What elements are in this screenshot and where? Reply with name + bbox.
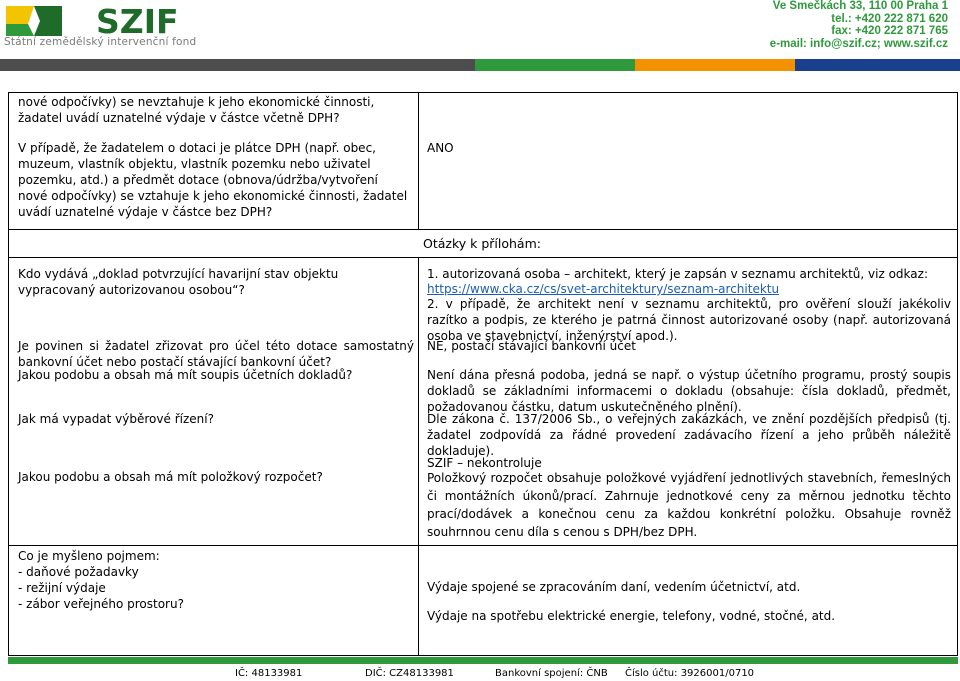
table-divider-questions	[418, 257, 419, 545]
architekti-link[interactable]: https://www.cka.cz/cs/svet-architektury/seznam-architektu	[427, 282, 780, 296]
table-heading-bottom	[8, 257, 958, 258]
answer-szif-nekontroluje: SZIF – nekontroluje	[427, 456, 542, 470]
pojem-rezijni-vydaje: - režijní výdaje	[18, 581, 106, 595]
section-heading: Otázky k přílohám:	[423, 236, 541, 251]
footer-account: Číslo účtu: 3926001/0710	[625, 668, 755, 679]
header-color-bar	[0, 59, 960, 71]
contact-email-web: e-mail: info@szif.cz; www.szif.cz	[769, 37, 948, 50]
answer-rezijni-vydaje: Výdaje na spotřebu elektrické energie, telefony, vodné, stočné, atd.	[427, 609, 836, 623]
contact-phone: tel.: +420 222 871 620	[831, 12, 948, 25]
answer-soupis-dokladu: Není dána přesná podoba, jedná se např. o výstup účetního programu, prostý soupis dokladů se základními informacemi o dokladu (obsahuje: čísla dokladů, předmět, požadovanou částku, datum uskutečněného plnění).	[427, 368, 951, 414]
question-pojmy	[18, 548, 408, 612]
answer-polozkovy-rozpocet: Položkový rozpočet obsahuje položkové vyjádření jednotlivých stavebních, řemeslných či montážních úkonů/prací. Zahrnuje jednotkové ceny za měrnou jednotku těchto prací/dodávek a konečnou cenu za každou konkrétní položku. Obsahuje rovněž souhrnnou cenu díla s cenou s DPH/bez DPH.	[427, 471, 951, 539]
table-row1-bottom	[8, 229, 958, 230]
answer-vyberove-rizeni: Dle zákona č. 137/2006 Sb., o veřejných zakázkách, ve znění pozdějších předpisů (tj. žadatel zodpovídá za řádné provedení zadávacího řízení a jeho průběh náležitě dokladuje).	[427, 412, 951, 458]
footer-bank: Bankovní spojení: ČNB	[495, 668, 608, 679]
bar-gray	[0, 59, 475, 71]
table-divider-last	[418, 545, 419, 656]
footer-bar	[8, 657, 958, 664]
table-border-right	[957, 92, 958, 656]
pojem-danove-pozadavky: - daňové požadavky	[18, 565, 139, 579]
question-polozkovy-rozpocet: Jakou podobu a obsah má mít položkový rozpočet?	[18, 470, 323, 484]
contact-block	[770, 0, 948, 50]
question-vyberove-rizeni: Jak má vypadat výběrové řízení?	[18, 412, 214, 426]
question-havarijni-stav: Kdo vydává „doklad potvrzující havarijní stav objektu vypracovaný autorizovanou osobou“?	[18, 267, 339, 297]
bar-orange	[635, 59, 795, 71]
answer-architekti-link-wrap	[427, 281, 951, 297]
bar-blue	[795, 59, 960, 71]
page-header	[0, 0, 960, 58]
bar-green	[475, 59, 635, 71]
table-border-top	[8, 92, 958, 93]
contact-fax: fax: +420 222 871 765	[831, 25, 948, 37]
table-divider-row1	[418, 92, 419, 229]
logo-wordmark: SZIF	[96, 2, 179, 41]
question-pojmy-title: Co je myšleno pojmem:	[18, 549, 160, 563]
answer-bankovni-ucet: NE, postačí stávající bankovní účet	[427, 339, 636, 353]
logo-subtitle: Státní zemědělský intervenční fond	[4, 36, 197, 48]
table-border-bottom	[8, 655, 958, 656]
pojem-zabor-prostoru: - zábor veřejného prostoru?	[18, 597, 184, 611]
table-border-left	[8, 92, 9, 656]
question-soupis-dokladu: Jakou podobu a obsah má mít soupis účetních dokladů?	[18, 368, 353, 382]
row1-left-a: nové odpočívky) se nevztahuje k jeho ekonomické činnosti, žadatel uvádí uznatelné výdaje v částce včetně DPH?	[18, 95, 375, 125]
footer-ic: IČ: 48133981	[235, 668, 303, 679]
table-row-bottom-2	[8, 545, 958, 546]
answer-havarijni-stav-2: 2. v případě, že architekt není v seznamu architektů, pro ověření slouží jakékoliv razítko a podpis, ze kterého je patrná činnost autorizované osoby (např. autorizovaná osoba ve stavebnictví, inženýrství apod.).	[427, 297, 951, 343]
answer-danove-pozadavky: Výdaje spojené se zpracováním daní, vedením účetnictví, atd.	[427, 580, 801, 594]
question-bankovni-ucet: Je povinen si žadatel zřizovat pro účel této dotace samostatný bankovní účet nebo postačí stávající bankovní účet?	[18, 339, 414, 369]
answer-havarijni-stav-1: 1. autorizovaná osoba – architekt, který je zapsán v seznamu architektů, viz odkaz:	[427, 267, 928, 281]
row1-answer: ANO	[427, 141, 454, 155]
row1-left-b: V případě, že žadatelem o dotaci je plátce DPH (např. obec, muzeum, vlastník objektu, vlastník pozemku nebo uživatel pozemku, atd.) a předmět dotace (obnova/údržba/vytvoření nové odpočívky) se vztahuje k jeho ekonomické činnosti, žadatel uvádí uznatelné výdaje v částce bez DPH?	[18, 141, 408, 219]
contact-address: Ve Smečkách 33, 110 00 Praha 1	[772, 0, 948, 12]
footer-dic: DIČ: CZ48133981	[365, 668, 454, 679]
